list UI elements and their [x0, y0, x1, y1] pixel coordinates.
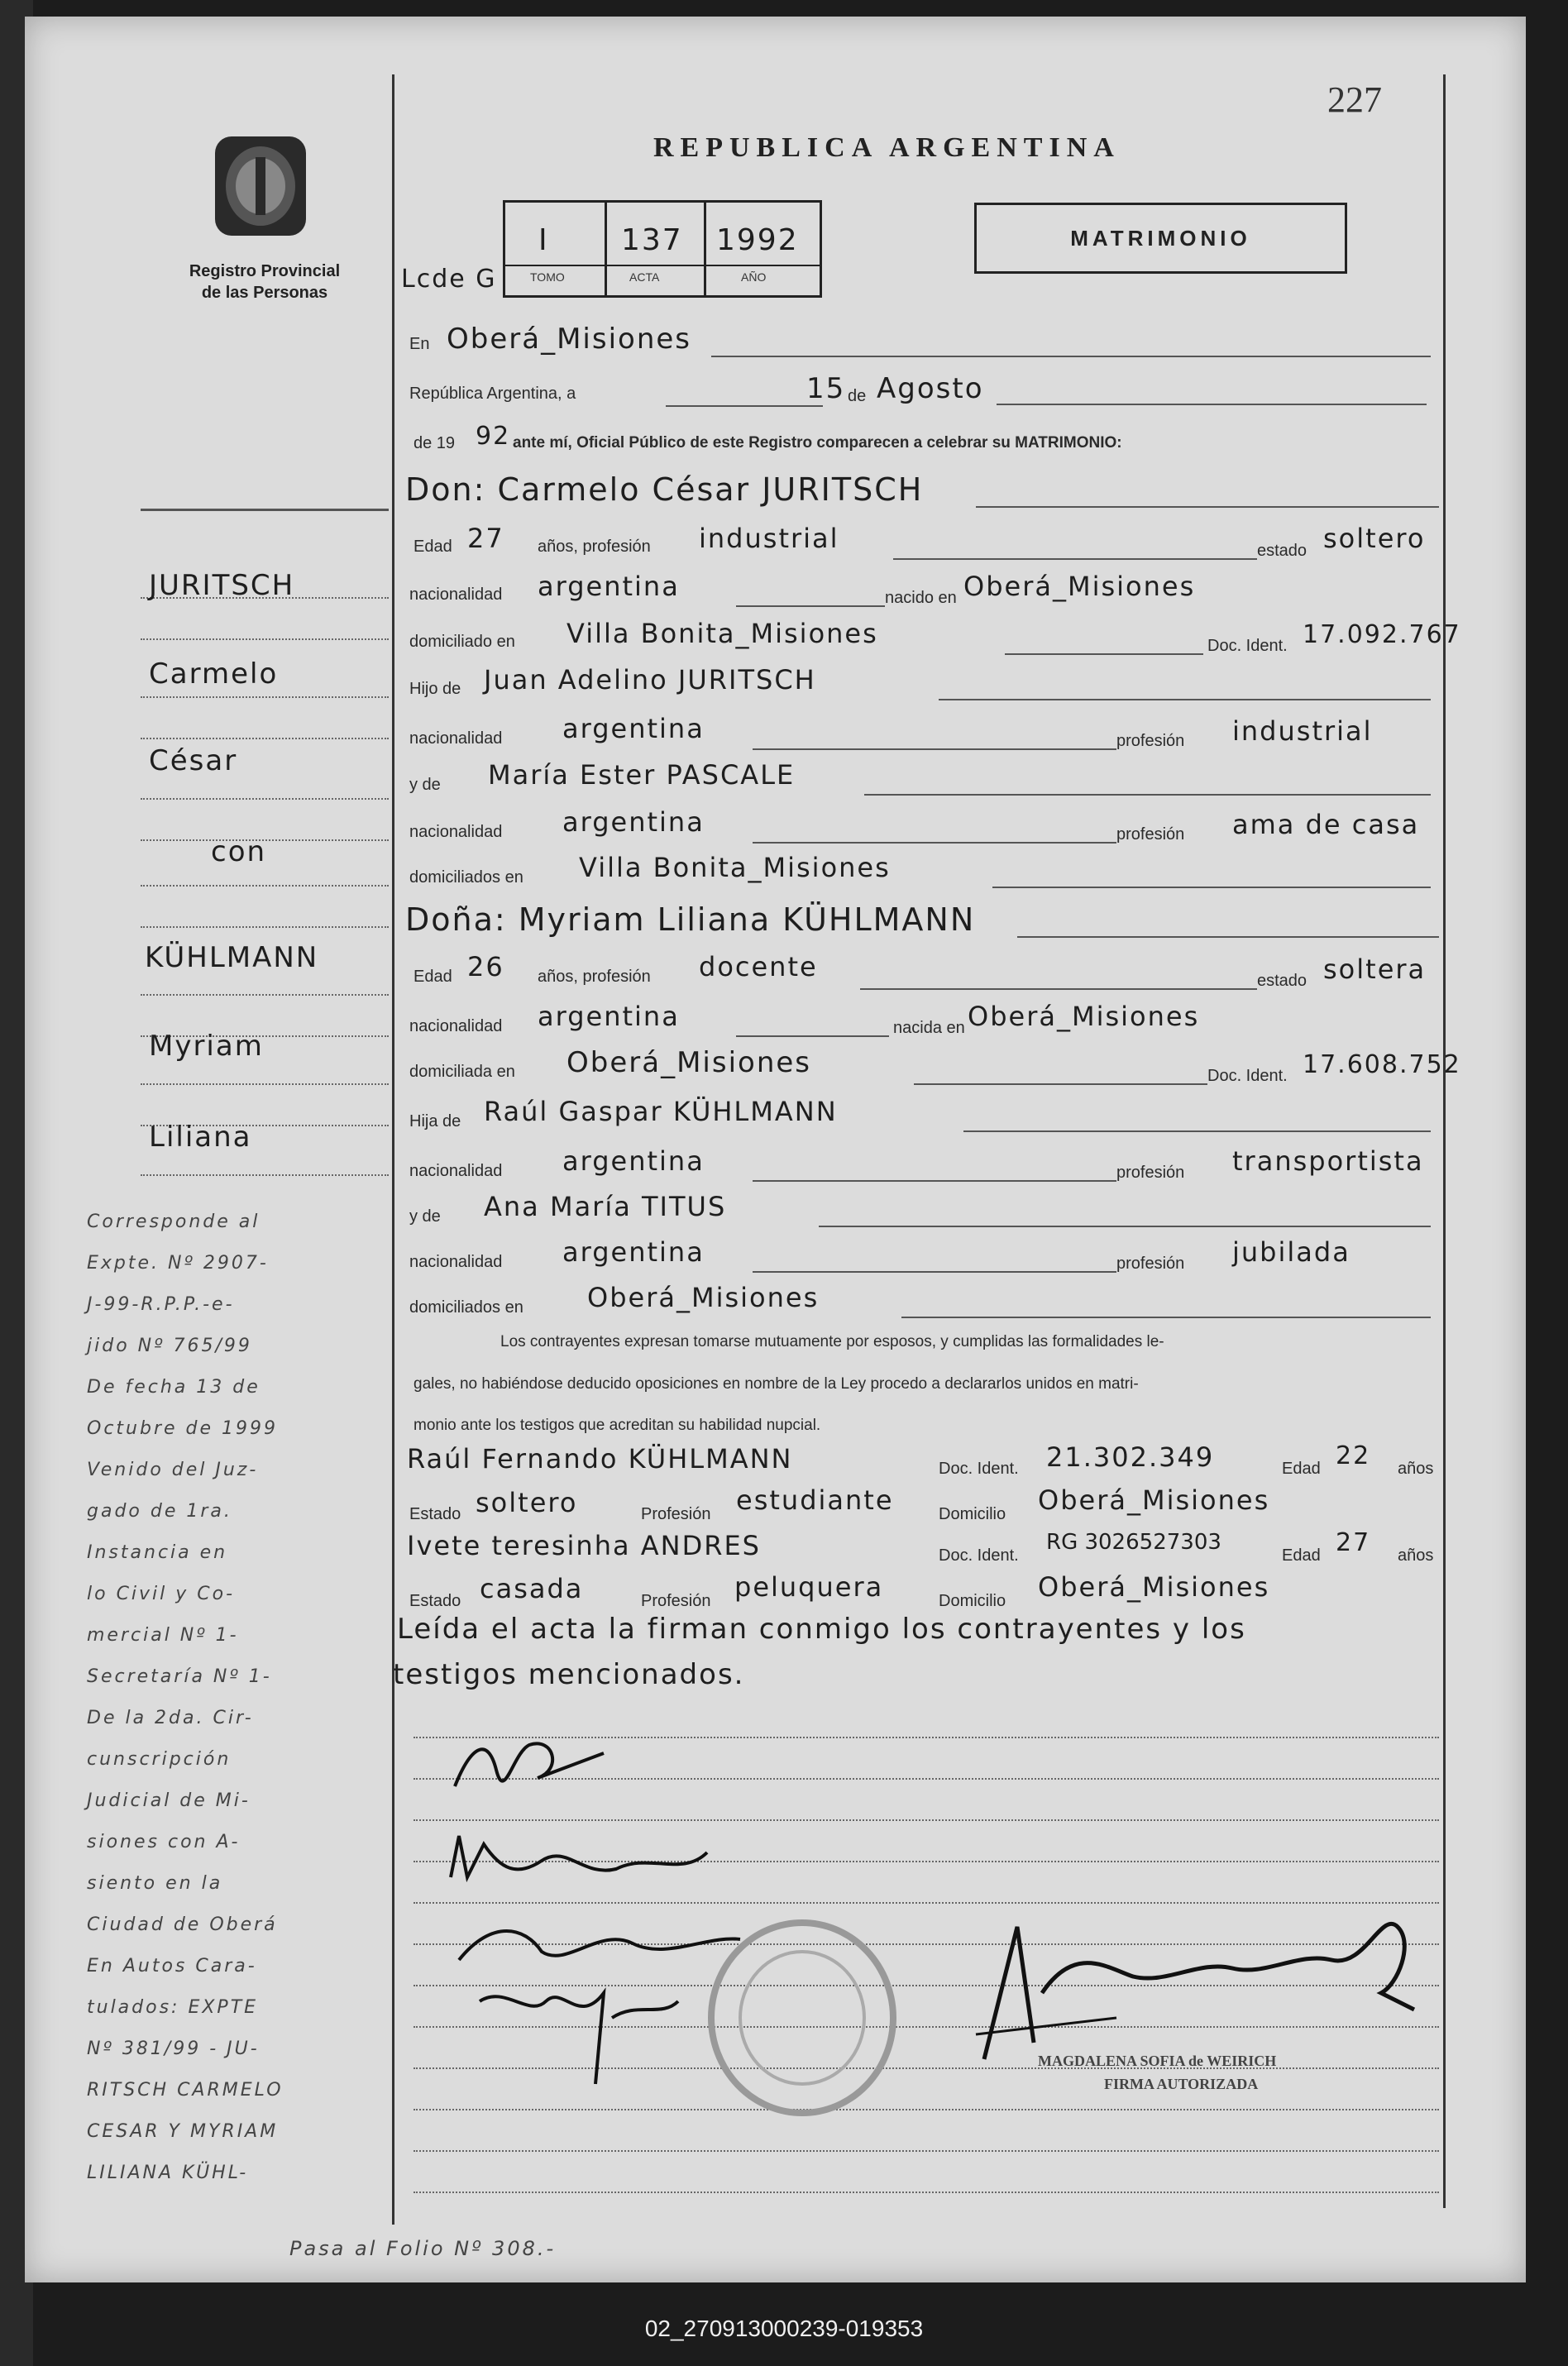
witness1-doc: 21.302.349 [1046, 1441, 1215, 1473]
groom-anos-prof-label: años, profesión [538, 538, 651, 556]
margin-name-7: Liliana [149, 1121, 252, 1154]
margin-name-3: César [149, 744, 238, 777]
bride-yde-label: y de [409, 1207, 441, 1226]
groom-nacido-label: nacido en [885, 589, 957, 607]
image-caption: 02_270913000239-019353 [644, 2316, 924, 2341]
final-line-1: Leída el acta la firman conmigo los contrayentes y los [397, 1613, 1246, 1646]
groom-madre-nac: argentina [562, 806, 705, 838]
year-suffix: 92 [476, 422, 511, 451]
margin-note-line: Expte. Nº 2907- [87, 1253, 269, 1274]
margin-note-line: En Autos Cara- [87, 1956, 257, 1976]
margin-note-line: siones con A- [87, 1832, 241, 1852]
closing-line-2: gales, no habiéndose deducido oposiciones en nombre de la Ley procedo a declararlos unidos en matri- [414, 1375, 1139, 1393]
witness2-doc: RG 3026527303 [1046, 1530, 1221, 1555]
margin-note-line: lo Civil y Co- [87, 1584, 236, 1604]
book-note: Lcde G [401, 265, 497, 294]
margin-footer: Pasa al Folio Nº 308.- [289, 2237, 557, 2260]
witness2-dom-label: Domicilio [939, 1592, 1006, 1610]
margin-name-2: Carmelo [149, 657, 279, 691]
margin-note-line: Nº 381/99 - JU- [87, 2039, 260, 2059]
margin-note-line: tulados: EXPTE [87, 1997, 259, 2018]
intro-text: ante mí, Oficial Público de este Registro comparecen a celebrar su MATRIMONIO: [513, 434, 1122, 452]
bride-domicilio: Oberá_Misiones [566, 1046, 811, 1079]
bride-profesion: docente [699, 951, 818, 982]
witness2-domicilio: Oberá_Misiones [1038, 1571, 1270, 1603]
witness2-edad-label: Edad [1282, 1546, 1321, 1565]
groom-madre-prof: ama de casa [1232, 809, 1420, 840]
margin-note-line: mercial Nº 1- [87, 1625, 239, 1646]
bride-estado: soltera [1323, 954, 1427, 985]
bride-nacionalidad: argentina [538, 1001, 680, 1032]
de-label: de [848, 387, 867, 405]
witness2-edad: 27 [1336, 1528, 1371, 1557]
groom-padre-nac: argentina [562, 713, 705, 744]
day: 15 [806, 372, 846, 405]
groom-madre-nac-label: nacionalidad [409, 823, 503, 841]
groom-doms-label: domiciliados en [409, 868, 523, 887]
witness1-profesion: estudiante [736, 1484, 894, 1516]
witness1-estado: soltero [476, 1487, 578, 1518]
month: Agosto [877, 372, 984, 405]
witness1-prof-label: Profesión [641, 1505, 711, 1523]
officer-name-stamp: MAGDALENA SOFIA de WEIRICH [1038, 2053, 1277, 2069]
witness2-anos: años [1398, 1546, 1434, 1565]
groom-estado-label: estado [1257, 542, 1307, 560]
margin-note-line: Corresponde al [87, 1212, 261, 1232]
left-margin-rule [392, 74, 394, 2225]
year-prefix: de 19 [414, 434, 456, 452]
groom-yde-label: y de [409, 776, 441, 794]
tomo-value: I [538, 223, 549, 257]
margin-note-line: Ciudad de Oberá [87, 1914, 278, 1935]
groom-dom-label: domiciliado en [409, 633, 515, 651]
signature-bride [434, 1819, 732, 1910]
margin-note-line: cunscripción [87, 1749, 232, 1770]
tomo-label: TOMO [530, 270, 565, 284]
bride-padre: Raúl Gaspar KÜHLMANN [484, 1096, 838, 1127]
tomo-acta-anio-box [503, 200, 822, 298]
margin-note-line: Octubre de 1999 [87, 1418, 279, 1439]
final-line-2: testigos mencionados. [393, 1658, 745, 1691]
witness1-name: Raúl Fernando KÜHLMANN [407, 1443, 793, 1475]
bride-nac-label: nacionalidad [409, 1017, 503, 1035]
margin-note-line: RITSCH CARMELO [87, 2080, 284, 2101]
margin-name-4: con [211, 835, 267, 868]
bride-madre-prof: jubilada [1232, 1236, 1350, 1268]
groom-edad: 27 [467, 523, 504, 554]
groom-nac-label: nacionalidad [409, 586, 503, 604]
margin-note-line: Venido del Juz- [87, 1460, 259, 1480]
bride-edad: 26 [467, 951, 504, 982]
closing-line-1: Los contrayentes expresan tomarse mutuamente por esposos, y cumplidas las formalidades le- [500, 1333, 1164, 1350]
witness1-edad: 22 [1336, 1441, 1371, 1470]
acta-value: 137 [621, 223, 683, 257]
rep-label: República Argentina, a [409, 385, 576, 403]
margin-note-line: De la 2da. Cir- [87, 1708, 254, 1728]
groom-padre-prof-label: profesión [1116, 732, 1185, 750]
groom-madre-prof-label: profesión [1116, 825, 1185, 844]
signature-groom [438, 1720, 653, 1819]
bride-anos-prof-label: años, profesión [538, 968, 651, 986]
margin-note-line: gado de 1ra. [87, 1501, 232, 1522]
bride-madre-prof-label: profesión [1116, 1255, 1185, 1273]
margin-note-line: Instancia en [87, 1542, 228, 1563]
witness1-anos: años [1398, 1460, 1434, 1478]
margin-name-1: JURITSCH [149, 569, 295, 602]
witness2-estado-label: Estado [409, 1592, 461, 1610]
act-type-box [974, 203, 1347, 274]
witness2-profesion: peluquera [734, 1571, 884, 1603]
act-type: MATRIMONIO [1070, 226, 1251, 251]
witness1-doc-label: Doc. Ident. [939, 1460, 1019, 1478]
en-label: En [409, 335, 430, 353]
bride-dom-label: domiciliada en [409, 1063, 515, 1081]
witness1-estado-label: Estado [409, 1505, 461, 1523]
groom-doc-label: Doc. Ident. [1207, 637, 1288, 655]
anio-label: AÑO [741, 270, 767, 284]
margin-name-5: KÜHLMANN [145, 941, 319, 974]
bride-nacida-label: nacida en [893, 1019, 965, 1037]
official-stamp-icon [695, 1910, 910, 2125]
anio-value: 1992 [716, 223, 799, 257]
bride-padre-prof: transportista [1232, 1145, 1424, 1177]
groom-estado: soltero [1323, 523, 1426, 554]
bride-nacida: Oberá_Misiones [968, 1001, 1200, 1032]
groom-domicilio: Villa Bonita_Misiones [566, 618, 878, 649]
groom-edad-label: Edad [414, 538, 452, 556]
margin-note-line: LILIANA KÜHL- [87, 2163, 249, 2183]
folio-number: 227 [1327, 79, 1382, 120]
signature-witness2 [463, 1968, 711, 2092]
groom-nacionalidad: argentina [538, 571, 680, 602]
bride-padres-dom: Oberá_Misiones [587, 1282, 820, 1313]
officer-role-stamp: FIRMA AUTORIZADA [1104, 2076, 1259, 2092]
bride-hija-label: Hija de [409, 1112, 461, 1130]
bride-padre-nac-label: nacionalidad [409, 1162, 503, 1180]
registry-name: Registro Provincial de las Personas [189, 262, 341, 302]
margin-note-line: CESAR Y MYRIAM [87, 2121, 279, 2142]
groom-padres-dom: Villa Bonita_Misiones [579, 852, 891, 883]
document-page [25, 17, 1526, 2282]
signature-officer [968, 1894, 1431, 2076]
bride-padre-nac: argentina [562, 1145, 705, 1177]
right-margin-rule [1443, 74, 1446, 2208]
bride-doc-label: Doc. Ident. [1207, 1067, 1288, 1085]
groom-heading: Don: Carmelo César JURITSCH [405, 471, 924, 508]
margin-note-line: Judicial de Mi- [87, 1790, 251, 1811]
bride-edad-label: Edad [414, 968, 452, 986]
witness2-doc-label: Doc. Ident. [939, 1546, 1019, 1565]
margin-note-line: jido Nº 765/99 [87, 1336, 252, 1356]
bride-madre-nac: argentina [562, 1236, 705, 1268]
groom-padre-nac-label: nacionalidad [409, 729, 503, 748]
margin-note-line: siento en la [87, 1873, 223, 1894]
country-title: REPUBLICA ARGENTINA [653, 132, 1121, 163]
witness2-estado: casada [480, 1573, 584, 1604]
groom-padre-prof: industrial [1232, 715, 1373, 747]
bride-doc: 17.608.752 [1303, 1050, 1461, 1079]
witness2-name: Ivete teresinha ANDRES [407, 1530, 761, 1561]
witness1-edad-label: Edad [1282, 1460, 1321, 1478]
bride-madre: Ana María TITUS [484, 1191, 727, 1222]
groom-doc: 17.092.767 [1303, 620, 1461, 649]
closing-line-3: monio ante los testigos que acreditan su habilidad nupcial. [414, 1417, 821, 1434]
witness1-domicilio: Oberá_Misiones [1038, 1484, 1270, 1516]
witness2-prof-label: Profesión [641, 1592, 711, 1610]
bride-madre-nac-label: nacionalidad [409, 1253, 503, 1271]
bride-doms-label: domiciliados en [409, 1298, 523, 1317]
bride-padre-prof-label: profesión [1116, 1164, 1185, 1182]
margin-note-line: J-99-R.P.P.-e- [87, 1294, 235, 1315]
groom-padre: Juan Adelino JURITSCH [484, 664, 816, 695]
margin-note-line: Secretaría Nº 1- [87, 1666, 272, 1687]
bride-heading: Doña: Myriam Liliana KÜHLMANN [405, 901, 976, 938]
groom-nacido: Oberá_Misiones [963, 571, 1196, 602]
acta-label: ACTA [629, 270, 660, 284]
margin-name-6: Myriam [149, 1030, 264, 1063]
coat-of-arms-icon [203, 124, 318, 248]
bride-estado-label: estado [1257, 972, 1307, 990]
margin-note-line: De fecha 13 de [87, 1377, 261, 1398]
witness1-dom-label: Domicilio [939, 1505, 1006, 1523]
groom-madre: María Ester PASCALE [488, 759, 796, 791]
groom-hijo-label: Hijo de [409, 680, 461, 698]
place: Oberá_Misiones [447, 323, 691, 356]
groom-profesion: industrial [699, 523, 839, 554]
